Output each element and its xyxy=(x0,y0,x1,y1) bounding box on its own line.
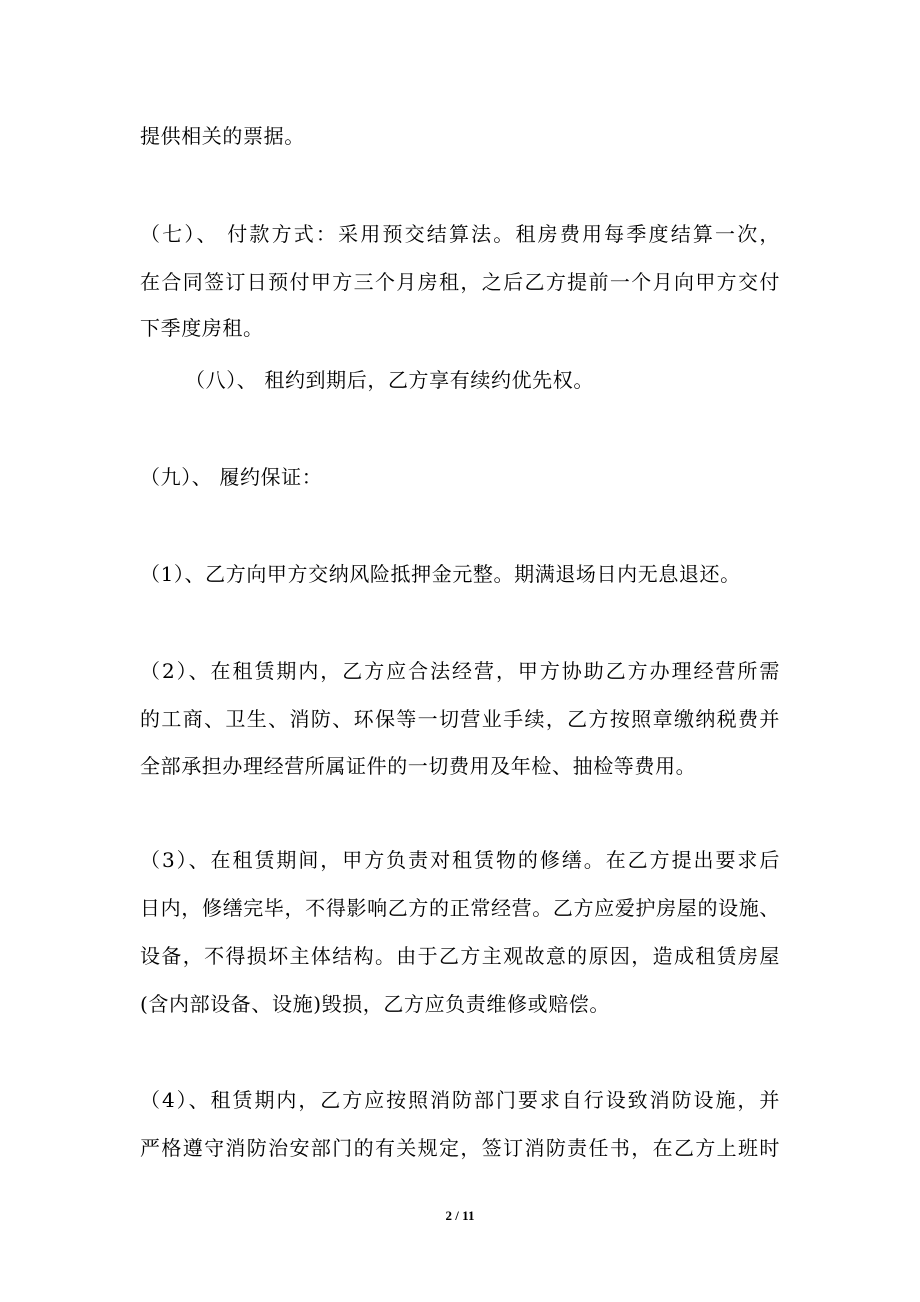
text-line: （九）、 履约保证： xyxy=(140,465,323,489)
text-line: 设备，不得损坏主体结构。由于乙方主观故意的原因，造成租赁房屋 xyxy=(140,944,780,968)
text-line: 全部承担办理经营所属证件的一切费用及年检、抽检等费用。 xyxy=(140,754,697,778)
text-line: 严格遵守消防治安部门的有关规定，签订消防责任书，在乙方上班时 xyxy=(140,1136,780,1160)
text-line: 在合同签订日预付甲方三个月房租，之后乙方提前一个月向甲方交付 xyxy=(140,270,780,294)
text-line: （4）、租赁期内，乙方应按照消防部门要求自行设致消防设施，并 xyxy=(140,1088,780,1112)
text-line: （1）、乙方向甲方交纳风险抵押金元整。期满退场日内无息退还。 xyxy=(140,562,741,586)
text-line: (含内部设备、设施)毁损，乙方应负责维修或赔偿。 xyxy=(140,992,611,1016)
text-line: 下季度房租。 xyxy=(140,316,264,340)
text-line: （八）、 租约到期后，乙方享有续约优先权。 xyxy=(185,368,594,392)
text-line: 日内，修缮完毕，不得影响乙方的正常经营。乙方应爱护房屋的设施、 xyxy=(140,896,780,920)
page-number: 2 / 11 xyxy=(445,1208,475,1223)
text-line: 的工商、卫生、消防、环保等一切营业手续，乙方按照章缴纳税费并 xyxy=(140,707,780,731)
text-line: （3）、在租赁期间，甲方负责对租赁物的修缮。在乙方提出要求后 xyxy=(140,848,780,872)
text-line: （七）、 付款方式：采用预交结算法。租房费用每季度结算一次， xyxy=(140,222,780,246)
text-line: 提供相关的票据。 xyxy=(140,124,305,148)
text-line: （2）、在租赁期内，乙方应合法经营，甲方协助乙方办理经营所需 xyxy=(140,659,780,683)
